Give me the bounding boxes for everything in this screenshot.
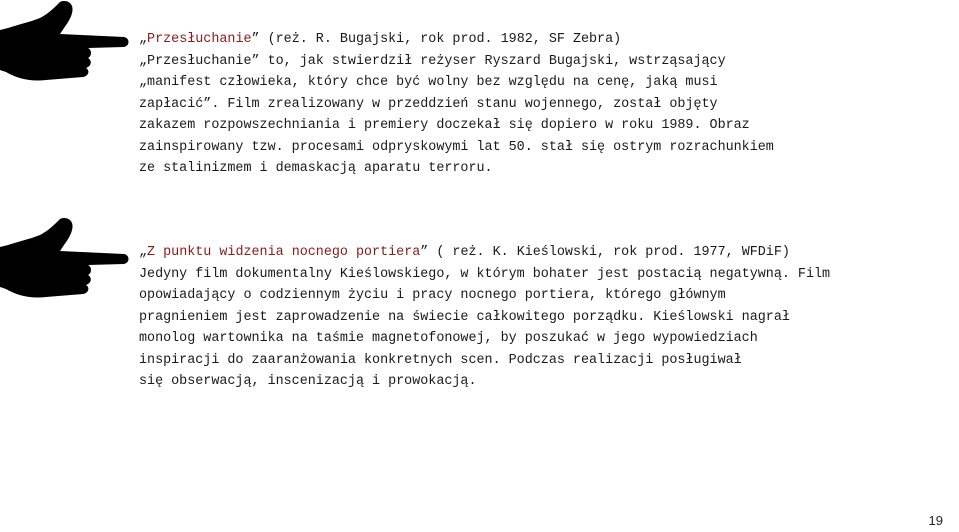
description-line: zainspirowany tzw. procesami odpryskowymi lat 50. stał się ostrym rozrachunkiem [139,139,774,155]
description-line: „Przesłuchanie” to, jak stwierdził reżyser Ryszard Bugajski, wstrząsający [139,53,726,69]
close-quote: ” [251,32,260,47]
close-quote: ” [420,245,429,260]
film-entry-przesluchanie [0,0,959,200]
page-number: 19 [928,513,943,528]
film-description-1 [139,29,939,180]
film-title-line [139,29,939,51]
description-line: Jedyny film dokumentalny Kieślowskiego, w którym bohater jest postacią negatywną. Film [139,266,831,282]
description-line: się obserwacją, inscenizacją i prowokacją. [139,374,477,389]
description-line: opowiadający o codziennym życiu i pracy nocnego portiera, którego głównym [139,288,726,303]
description-line: zapłacić”. Film zrealizowany w przeddzień stanu wojennego, został objęty [139,96,718,112]
description-line: zakazem rozpowszechniania i premiery doczekał się dopiero w roku 1989. Obraz [139,118,750,133]
film-entry-nocny-portier [0,212,959,412]
open-quote: „ [139,245,148,260]
description-line: inspiracji do zaaranżowania konkretnych scen. Podczas realizacji posługiwał [139,352,742,368]
description-line: monolog wartownika na taśmie magnetofonowej, by poszukać w jego wypowiedziach [139,331,758,346]
film-credits: ( reż. K. Kieślowski, rok prod. 1977, WFDiF) [428,245,790,260]
description-line: ze stalinizmem i demaskacją aparatu terroru. [139,161,493,176]
description-line: pragnieniem jest zaprowadzenie na świecie całkowitego porządku. Kieślowski nagrał [139,309,790,325]
film-description-2 [139,242,939,393]
description-line: „manifest człowieka, który chce być wolny bez względu na cenę, jaką musi [139,75,718,90]
film-credits: (reż. R. Bugajski, rok prod. 1982, SF Zebra) [259,32,622,47]
film-title: Z punktu widzenia nocnego portiera [147,245,421,260]
open-quote: „ [139,32,148,47]
film-title: Przesłuchanie [147,32,252,47]
pointing-hand-icon [0,0,130,86]
film-title-line [139,242,939,264]
pointing-hand-icon [0,217,130,303]
